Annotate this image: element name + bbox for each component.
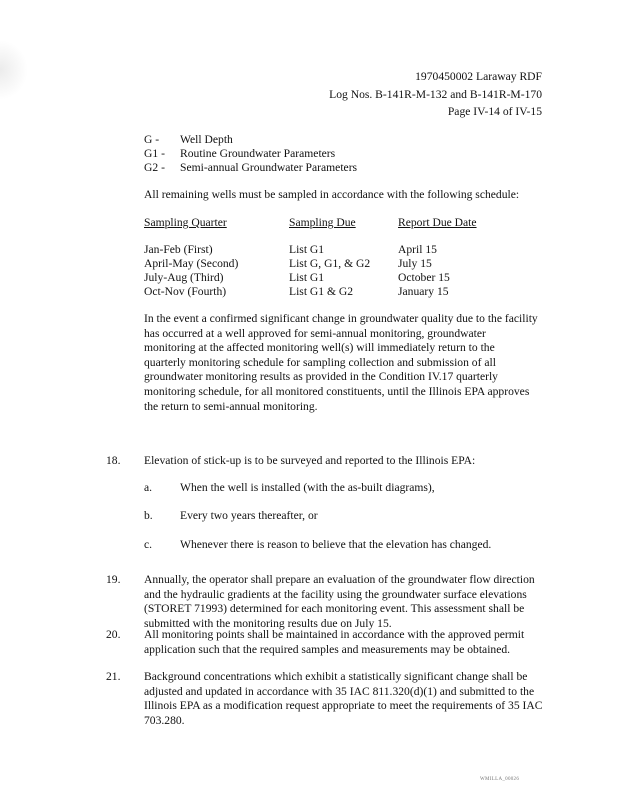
legend-code: G -: [144, 133, 160, 146]
header-permit-line: 1970450002 Laraway RDF: [415, 70, 542, 83]
subitem-letter: c.: [144, 538, 153, 551]
legend-desc: Semi-annual Groundwater Parameters: [180, 161, 358, 174]
subitem-text: When the well is installed (with the as-built diagrams),: [180, 481, 435, 494]
table-cell: Jan-Feb (First): [144, 243, 213, 256]
table-cell: October 15: [398, 271, 450, 284]
legend-code: G1 -: [144, 147, 165, 160]
item-number: 20.: [106, 628, 121, 641]
column-header: Sampling Quarter: [144, 216, 227, 229]
semi-annual-return-paragraph: In the event a confirmed significant change in groundwater quality due to the facility has occurred at a well approved for semi-annual monitoring, groundwater monitoring at the affected monitoring well(s) will immediately return to the quarterly monitoring schedule for sampling collection and submission of all groundwater monitoring results as provided in the Condition IV.17 quarterly monitoring schedule, for all monitored constituents, until the Illinois EPA approves the return to semi-annual monitoring.: [144, 312, 538, 413]
item-number: 19.: [106, 573, 121, 586]
item-text: Annually, the operator shall prepare an evaluation of the groundwater flow direction and the hydraulic gradients at the facility using the groundwater surface elevations (STORET 71993) determined for each monitoring event. This assessment shall be submitted with the monitoring results due on July 15.: [144, 573, 535, 630]
header-page-number: Page IV-14 of IV-15: [447, 105, 542, 118]
bates-stamp: WMILLA_00026: [480, 777, 520, 782]
table-cell: List G1 & G2: [289, 285, 354, 298]
item-number: 18.: [106, 454, 121, 467]
table-cell: List G, G1, & G2: [289, 257, 371, 270]
table-cell: July-Aug (Third): [144, 271, 224, 284]
legend-code: G2 -: [144, 161, 165, 174]
table-cell: List G1: [289, 271, 325, 284]
table-cell: July 15: [398, 257, 432, 270]
subitem-letter: a.: [144, 481, 153, 494]
header-log-numbers: Log Nos. B-141R-M-132 and B-141R-M-170: [329, 88, 542, 101]
schedule-intro: All remaining wells must be sampled in accordance with the following schedule:: [144, 188, 520, 201]
table-cell: April-May (Second): [144, 257, 239, 270]
legend-desc: Routine Groundwater Parameters: [180, 147, 336, 160]
subitem-text: Whenever there is reason to believe that the elevation has changed.: [180, 538, 492, 551]
column-header: Sampling Due: [289, 216, 356, 229]
item-number: 21.: [106, 670, 121, 683]
item-text: Background concentrations which exhibit a statistically significant change shall be adjusted and updated in accordance with 35 IAC 811.320(d)(1) and submitted to the Illinois EPA as a modification request appropriate to meet the requirements of 35 IAC 703.280.: [144, 670, 543, 727]
subitem-text: Every two years thereafter, or: [180, 509, 318, 522]
table-cell: List G1: [289, 243, 325, 256]
scan-smudge: [0, 40, 28, 100]
table-cell: April 15: [398, 243, 437, 256]
column-header: Report Due Date: [398, 216, 477, 229]
table-cell: January 15: [398, 285, 449, 298]
legend-desc: Well Depth: [180, 133, 233, 146]
item-text: Elevation of stick-up is to be surveyed and reported to the Illinois EPA:: [144, 454, 476, 467]
table-cell: Oct-Nov (Fourth): [144, 285, 227, 298]
subitem-letter: b.: [144, 509, 153, 522]
item-text: All monitoring points shall be maintained in accordance with the approved permit application such that the required samples and measurements may be obtained.: [144, 628, 525, 656]
